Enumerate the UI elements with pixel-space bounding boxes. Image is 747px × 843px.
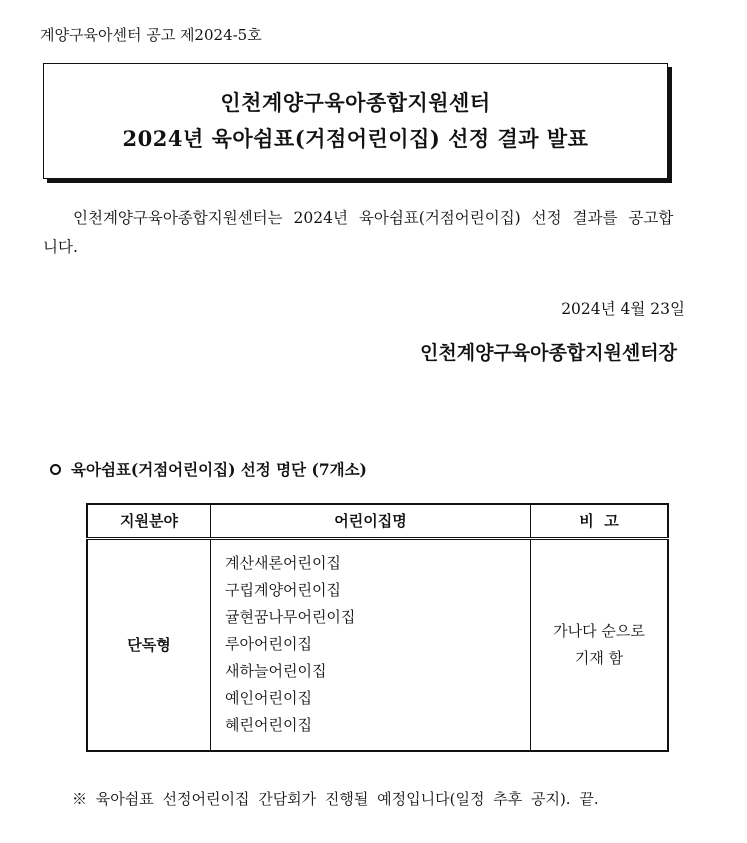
table-row [87, 538, 668, 751]
announcement-date: 2024년 4월 23일 [561, 300, 685, 318]
remarks-cell [531, 538, 669, 751]
title-box [43, 63, 668, 179]
selection-table [86, 503, 669, 752]
header-support-type: 지원분야 [87, 504, 211, 538]
list-item: 계산새론어린이집 [225, 554, 341, 573]
title-line-1: 인천계양구육아종합지원센터 [220, 90, 491, 115]
list-item: 귤현꿈나무어린이집 [225, 608, 356, 627]
list-item: 혜린어린이집 [225, 716, 312, 735]
header-remarks: 비 고 [531, 504, 669, 538]
footnote: ※ 육아쉼표 선정어린이집 간담회가 진행될 예정입니다(일정 추후 공지). 끝. [72, 790, 599, 808]
list-item: 새하늘어린이집 [225, 662, 327, 681]
daycare-names-cell [211, 538, 531, 751]
table-header-row [87, 504, 668, 538]
list-item: 구립계양어린이집 [225, 581, 341, 600]
intro-paragraph: 인천계양구육아종합지원센터는 2024년 육아쉼표(거점어린이집) 선정 결과를 공고합니다. [43, 209, 674, 256]
header-daycare-name: 어린이집명 [211, 504, 531, 538]
signer: 인천계양구육아종합지원센터장 [420, 342, 677, 364]
notice-number: 계양구육아센터 공고 제2024-5호 [40, 26, 262, 44]
section-title [50, 458, 367, 480]
list-item: 예인어린이집 [225, 689, 312, 708]
remarks-line-1: 가나다 순으로 [553, 621, 645, 640]
section-title-text: 육아쉼표(거점어린이집) 선정 명단 (7개소) [71, 460, 367, 479]
remarks-line-2: 기재 함 [574, 648, 624, 667]
circle-bullet-icon [50, 464, 61, 475]
support-type-cell: 단독형 [87, 538, 211, 751]
list-item: 루아어린이집 [225, 635, 312, 654]
title-line-2: 2024년 육아쉼표(거점어린이집) 선정 결과 발표 [122, 126, 589, 151]
